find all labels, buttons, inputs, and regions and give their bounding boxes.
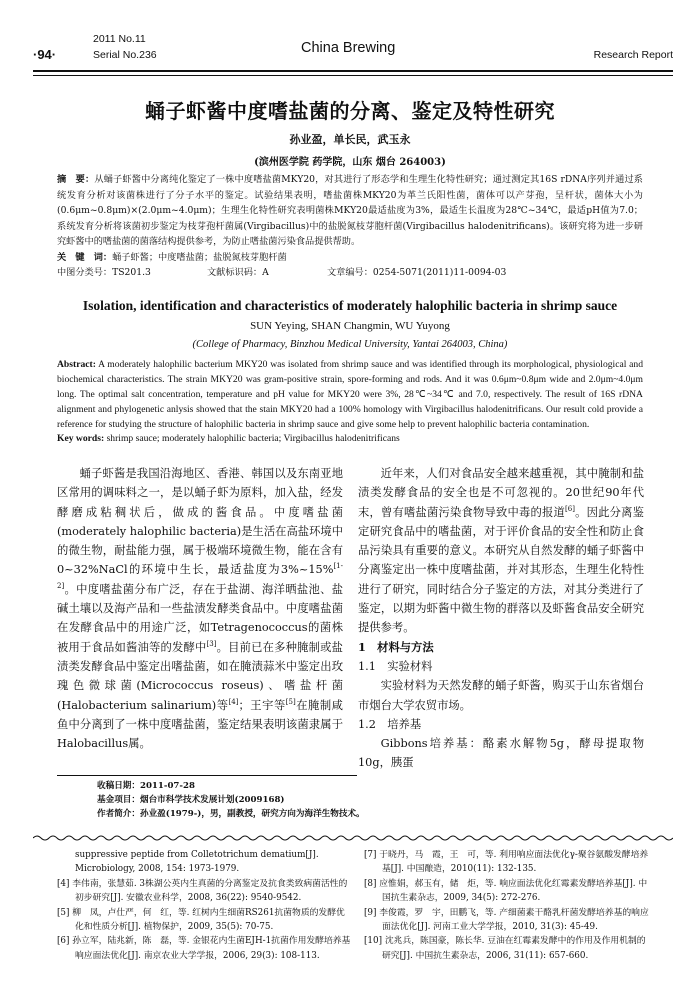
body-column-left	[57, 464, 343, 753]
references-right	[364, 848, 650, 963]
body-text: 。因此分离鉴定研究食品中的嗜盐菌，对于评价食品的安全性和防止食品污染具有重要的意义。本研究从自然发酵的蛹子虾酱中分离鉴定出一株中度嗜盐菌，并对其形态，生理生化特性进行了研究，同时结合分子鉴定的方法，对其分类进行了鉴定，以期为虾酱中微生物的群落以及虾酱食品安全研究提供参考。	[358, 505, 644, 635]
title-chinese: 蛹子虾酱中度嗜盐菌的分离、鉴定及特性研究	[145, 99, 555, 123]
materials-paragraph: 实验材料为天然发酵的蛹子虾酱，购买于山东省烟台市烟台大学农贸市场。	[358, 679, 644, 712]
affiliation-english: (College of Pharmacy, Binzhou Medical University, Yantai 264003, China)	[192, 339, 508, 350]
body-column-right	[358, 464, 644, 773]
subsection-heading: 1.2 培养基	[358, 717, 422, 731]
abstract-label-chinese: 摘 要：	[57, 174, 95, 185]
article-number: 文章编号：0254-5071(2011)11-0094-03	[327, 267, 507, 278]
abstract-text-chinese: 从蛹子虾酱中分离纯化鉴定了一株中度嗜盐菌MKY20，对其进行了形态学和生理生化特性研究；通过测定其16S rDNA序列并通过系统发育分析对该菌株进行了分子水平的鉴定。试验结果表明，嗜盐菌株MKY20为革兰氏阳性菌，菌体可以产芽孢，呈杆状，菌体大小为(0.6μm~0.8μm)×(2.0μm~4.0μm)；生理生化特性研究表明菌株MKY20最适盐度为3%，最适生长温度为28℃~34℃，最适pH值为7.0；系统发育分析将该菌初步鉴定为枝芽孢杆菌属(Virgibacillus)中的盐脱氮枝芽胞杆菌(Virgibacillus halodenitrificans)。该研究将为进一步研究虾酱中的嗜盐菌的菌落结构提供参考，为防止嗜盐菌污染食品提供帮助。	[57, 174, 643, 248]
reference-item: [5] 柳 凤，卢仕严，何 红，等. 红树内生细菌RS261抗菌物质的发酵优化和性质分析[J]. 植物保护，2009, 35(5): 70-75.	[57, 907, 345, 933]
received-date: 收稿日期：2011-07-28	[97, 781, 195, 791]
citation: [6]	[565, 504, 575, 513]
title-english: Isolation, identification and characteristics of moderately halophilic bacteria in shrimp sauce	[82, 298, 618, 313]
reference-item: [4] 李伟南，张慧茹. 3株湖公英内生真菌的分离鉴定及抗食类致病菌活性的初步研究[J]. 安徽农业科学，2008, 36(22): 9540-9542.	[57, 878, 348, 904]
reference-item: [10] 沈兆兵，陈国豪，陈长华. 豆油在红霉素发酵中的作用及作用机制的研究[J]. 中国抗生素杂志，2006, 31(11): 657-660.	[364, 936, 646, 961]
page-number: ·94·	[33, 47, 57, 62]
keywords-text-chinese: 蛹子虾酱；中度嗜盐菌；盐脱氮枝芽胞杆菌	[112, 252, 287, 263]
classification-line	[57, 265, 643, 280]
keywords-chinese	[57, 250, 643, 265]
intro-text: 。目前已在多种腌制或盐渍类发酵食品中鉴定出嗜盐菌，如在腌渍蒜米中鉴定出玫瑰色微球菌(Micrococcus roseus)、嗜盐杆菌(Halobacterium salinarium)等	[57, 640, 343, 712]
intro-text: ；王宇等	[238, 698, 286, 712]
journal-name: China Brewing	[301, 40, 396, 56]
section-label: Research Report	[593, 49, 673, 61]
serial-number: Serial No.236	[93, 49, 157, 61]
abstract-english	[57, 357, 643, 432]
wavy-separator	[33, 834, 673, 842]
reference-item: [7] 于晓丹，马 霞，王 可，等. 利用响应面法优化γ-聚谷氨酸发酵培养基[J]. 中国酿造，2010(11): 132-135.	[364, 850, 649, 875]
body-text: 近年来，人们对食品安全越来越重视，其中腌制和盐渍类发酵食品的安全也是不可忽视的。20世纪90年代末，曾有嗜盐菌污染食物导致中毒的报道	[358, 467, 644, 519]
authors-english: SUN Yeying, SHAN Changmin, WU Yuyong	[250, 320, 450, 332]
author-bio: 作者简介：孙业盈(1979-)，男，副教授，研究方向为海洋生物技术。	[97, 808, 365, 819]
intro-text: 在腌制咸鱼中分离到了一株中度嗜盐菌，鉴定结果表明该菌隶属于Halobacillus属。	[57, 698, 343, 751]
reference-item: [6] 孙立军，陆兆新，陈 磊，等. 金银花内生菌EJH-1抗菌作用发酵培养基响应面法优化[J]. 南京农业大学学报，2006, 29(3): 108-113.	[57, 936, 351, 961]
keywords-label-english: Key words:	[57, 433, 105, 444]
keywords-text-english: shrimp sauce; moderately halophilic bacteria; Virgibacillus halodenitrificans	[106, 433, 400, 444]
reference-item: [8] 应惟娟，郝玉有，储 炬，等. 响应面法优化红霉素发酵培养基[J]. 中国抗生素杂志，2009, 34(5): 272-276.	[364, 878, 648, 904]
footnotes	[97, 780, 637, 821]
document-code: 文献标识码：A	[207, 267, 269, 278]
keywords-english	[57, 432, 643, 446]
issue-info	[93, 31, 157, 63]
citation: [1-2]	[57, 562, 343, 591]
intro-paragraph	[57, 464, 343, 753]
keywords-label-chinese: 关 键 词：	[57, 252, 113, 263]
running-header	[33, 31, 673, 85]
abstract-chinese	[57, 172, 643, 250]
fund-project: 基金项目：烟台市科学技术发展计划(2009168)	[97, 794, 285, 805]
header-rule-thick	[33, 70, 673, 72]
citation: [3]	[206, 639, 217, 648]
motivation-paragraph	[358, 464, 644, 638]
abstract-label-english: Abstract:	[57, 359, 96, 370]
references-left	[57, 848, 353, 963]
authors-chinese: 孙业盈，单长民，武玉永	[289, 133, 411, 146]
header-rule-thin	[33, 75, 673, 76]
abstract-text-english: A moderately halophilic bacterium MKY20 was isolated from shrimp sauce and was identified through its morphological, physiological and biochemical characteristics. The strain MKY20 was gram-positive strain, spore-forming and rods. And it was 0.6μm~0.8μm wide and 2.0μm~4.0μm long. The optimal salt concentration, temperature and pH value for MKY20 were 3%, 28℃~34℃ and 7.0, respectively. The result of 16S rDNA alignment and phylogenetic anlysis showed that the stain MKY20 had a 100% homology with Virgibacillus halodenitrificans. Our result cold provide a reference for studying the structure of halophilic bacteria in shrimp sauce and give some help to prevent halophilic bacteria contamination.	[57, 359, 643, 430]
intro-text: 。中度嗜盐菌分布广泛，存在于盐湖、海洋晒盐池、盐碱土壤以及海产品和一些盐渍发酵类食品中。中度嗜盐菌在发酵食品中的用途广泛，如Tetragenococcus的菌株被用于食品如酱油等的发酵中	[57, 582, 343, 654]
citation: [4]	[228, 697, 239, 706]
subsection-heading: 1.1 实验材料	[358, 659, 433, 673]
clc-number: 中图分类号：TS201.3	[57, 267, 151, 278]
footnote-separator	[57, 775, 357, 776]
medium-paragraph: Gibbons培养基：酪素水解物5g，酵母提取物10g，胰蛋	[358, 737, 644, 770]
reference-item: suppressive peptide from Colletotrichum dematium[J]. Microbiology, 2008, 154: 1973-1979.	[75, 850, 319, 875]
citation: [5]	[285, 697, 296, 706]
intro-text: 蛹子虾酱是我国沿海地区、香港、韩国以及东南亚地区常用的调味料之一，是以蛹子虾为原料，加入盐，经发酵磨成粘稠状后，做成的酱食品。中度嗜盐菌(moderately halophilic bacteria)是生活在高盐环境中的微生物，耐盐能力强，属于极端环境微生物，能在含有0~32%NaCl的环境中生长，最适盐度为3%~15%	[57, 467, 343, 577]
affiliation-chinese: (滨州医学院 药学院，山东 烟台 264003)	[254, 157, 446, 168]
reference-item: [9] 李俊霞，罗 宇，田鹏飞，等. 产细菌素干酪乳杆菌发酵培养基的响应面法优化[J]. 河南工业大学学报，2010, 31(3): 45-49.	[364, 907, 649, 933]
year-issue: 2011 No.11	[93, 33, 146, 45]
section-heading: 1 材料与方法	[358, 639, 434, 654]
